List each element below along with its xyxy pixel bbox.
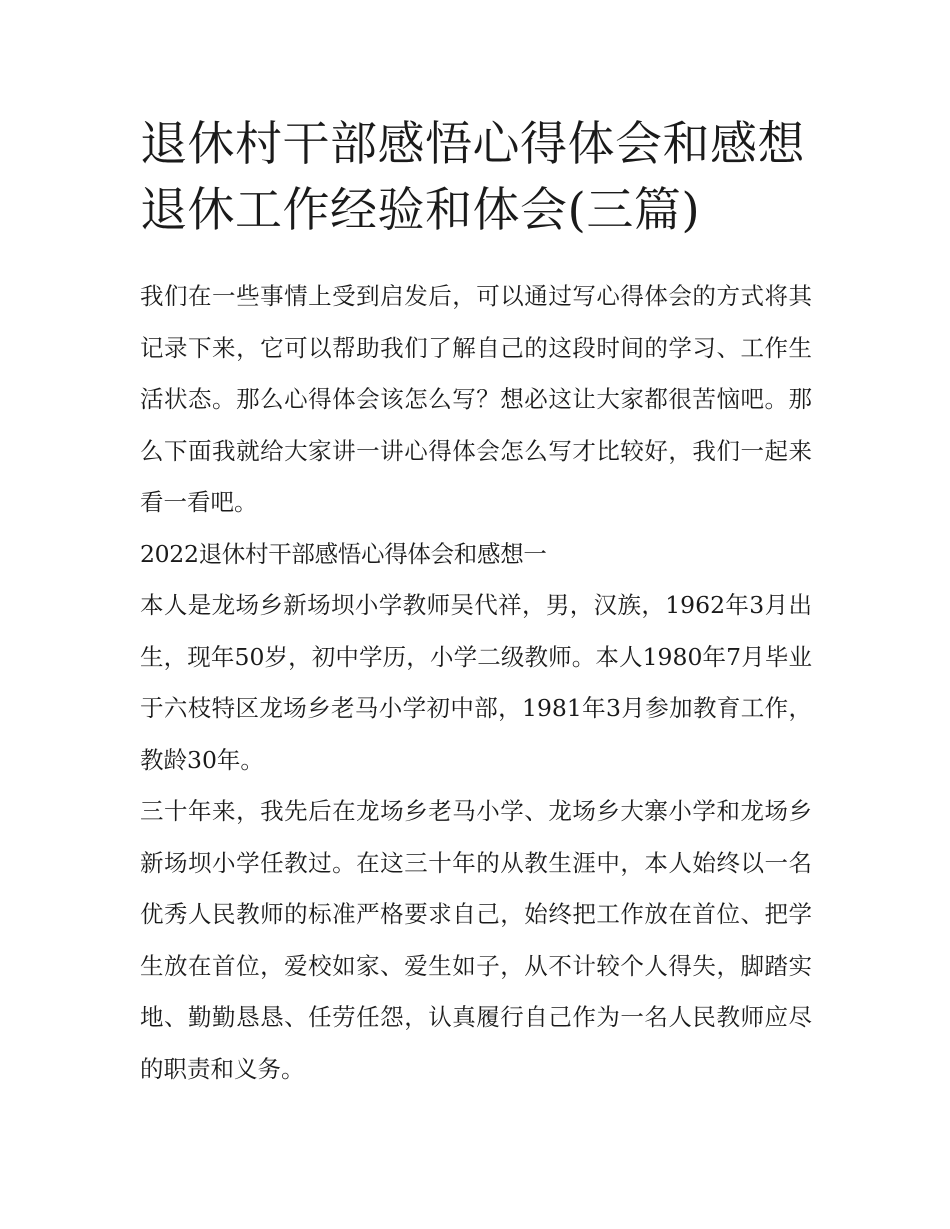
section-heading: 2022退休村干部感悟心得体会和感想一 [140,539,547,568]
document-page [140,112,812,1095]
intro-paragraph: 我们在一些事情上受到启发后，可以通过写心得体会的方式将其记录下来，它可以帮助我们了解自己的这段时间的学习、工作生活状态。那么心得体会该怎么写？想必这让大家都很苦恼吧。那么下面我就给大家讲一讲心得体会怎么写才比较好，我们一起来看一看吧。 [140,282,812,516]
body-paragraph: 三十年来，我先后在龙场乡老马小学、龙场乡大寨小学和龙场乡新场坝小学任教过。在这三十年的从教生涯中，本人始终以一名优秀人民教师的标准严格要求自己，始终把工作放在首位、把学生放在首位，爱校如家、爱生如子，从不计较个人得失，脚踏实地、勤勤恳恳、任劳任怨，认真履行自己作为一名人民教师应尽的职责和义务。 [140,797,812,1083]
document-title: 退休村干部感悟心得体会和感想 退休工作经验和体会(三篇) [140,117,805,238]
body-paragraph: 本人是龙场乡新场坝小学教师吴代祥，男，汉族，1962年3月出生，现年50岁，初中学历，小学二级教师。本人1980年7月毕业于六枝特区龙场乡老马小学初中部，1981年3月参加教育工作，教龄30年。 [140,591,812,774]
